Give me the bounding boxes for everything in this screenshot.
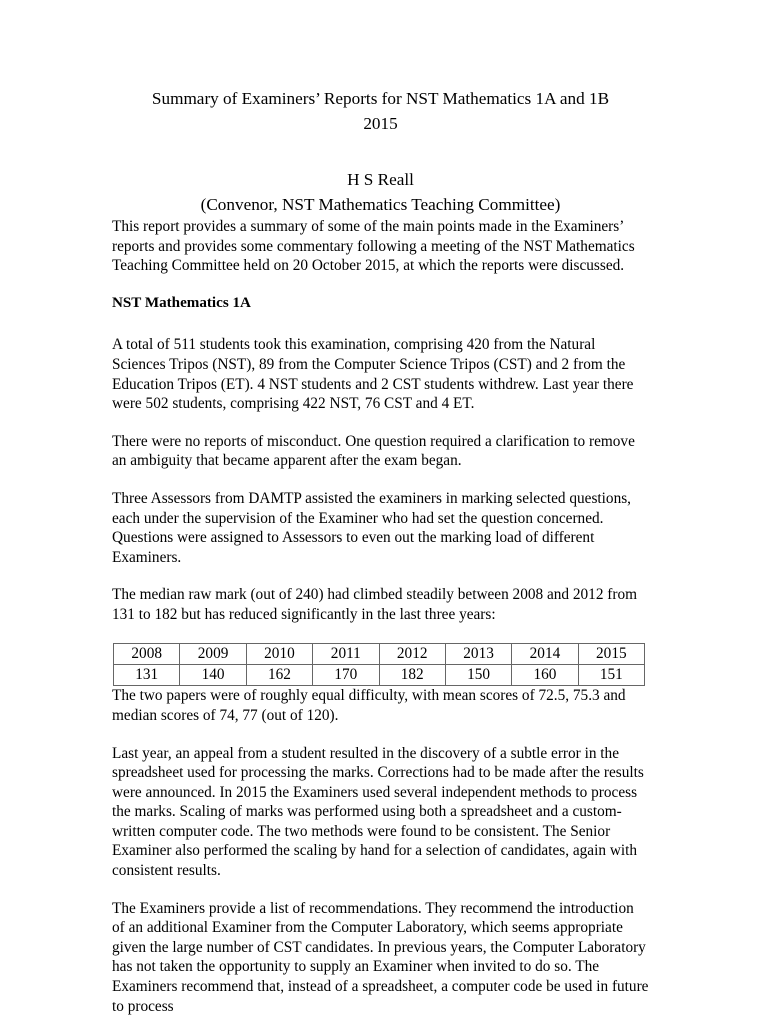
table-cell-year: 2012 bbox=[379, 643, 445, 664]
table-cell-median: 160 bbox=[512, 664, 578, 685]
paragraph-student-numbers: A total of 511 students took this examination, comprising 420 from the Natural Sciences Tripos (NST), 89 from the Computer Science Tripos (CST) and 2 from the Education Tripos (ET). 4 NST students and 2 CST students withdrew. Last year there were 502 students, comprising 422 NST, 76 CST and 4 ET. bbox=[112, 336, 634, 413]
table-cell-year: 2010 bbox=[246, 643, 312, 664]
table-cell-median: 151 bbox=[578, 664, 644, 685]
table-cell-year: 2009 bbox=[180, 643, 246, 664]
section-heading-nst-1a: NST Mathematics 1A bbox=[112, 294, 251, 311]
page-title-line-2: 2015 bbox=[363, 114, 398, 133]
table-row-values bbox=[114, 664, 645, 685]
table-cell-median: 131 bbox=[114, 664, 180, 685]
document-content bbox=[112, 86, 649, 1034]
paragraph-spreadsheet-error: Last year, an appeal from a student resulted in the discovery of a subtle error in the spreadsheet used for processing the marks. Corrections had to be made after the results were announced. In 2015 the Examiners used several independent methods to process the marks. Scaling of marks was performed using both a spreadsheet and a custom-written computer code. The two methods were found to be consistent. The Senior Examiner also performed the scaling by hand for a selection of candidates, again with consistent results. bbox=[112, 744, 644, 880]
table-cell-median: 182 bbox=[379, 664, 445, 685]
table-cell-year: 2008 bbox=[114, 643, 180, 664]
author-name: H S Reall bbox=[347, 170, 414, 189]
table-cell-year: 2015 bbox=[578, 643, 644, 664]
table-cell-year: 2014 bbox=[512, 643, 578, 664]
author-role: (Convenor, NST Mathematics Teaching Committee) bbox=[200, 195, 561, 214]
table-cell-year: 2011 bbox=[313, 643, 379, 664]
intro-paragraph: This report provides a summary of some of the main points made in the Examiners’ reports and provides some commentary following a meeting of the NST Mathematics Teaching Committee held on 20 October 2015, at which the reports were discussed. bbox=[112, 218, 635, 275]
paragraph-assessors: Three Assessors from DAMTP assisted the examiners in marking selected questions, each under the supervision of the Examiner who had set the question concerned. Questions were assigned to Assessors to even out the marking load of different Examiners. bbox=[112, 489, 632, 566]
paragraph-misconduct: There were no reports of misconduct. One question required a clarification to remove an ambiguity that became apparent after the exam began. bbox=[112, 432, 635, 470]
paragraph-recommendations: The Examiners provide a list of recommendations. They recommend the introduction of an additional Examiner from the Computer Laboratory, which seems appropriate given the large number of CST candidates. In previous years, the Computer Laboratory has not taken the opportunity to supply an Examiner when invited to do so. The Examiners recommend that, instead of a spreadsheet, a computer code be used in future to process bbox=[112, 899, 649, 1015]
table-cell-median: 162 bbox=[246, 664, 312, 685]
table-cell-median: 140 bbox=[180, 664, 246, 685]
paragraph-median-intro: The median raw mark (out of 240) had climbed steadily between 2008 and 2012 from 131 to 182 but has reduced significantly in the last three years: bbox=[112, 586, 638, 623]
median-marks-table bbox=[113, 643, 645, 687]
table-cell-median: 170 bbox=[313, 664, 379, 685]
title-block bbox=[112, 86, 649, 136]
table-row-years bbox=[114, 643, 645, 664]
table-cell-median: 150 bbox=[445, 664, 511, 685]
paragraph-paper-difficulty: The two papers were of roughly equal difficulty, with mean scores of 72.5, 75.3 and median scores of 74, 77 (out of 120). bbox=[112, 687, 626, 724]
table-cell-year: 2013 bbox=[445, 643, 511, 664]
author-block bbox=[112, 167, 649, 217]
page-title-line-1: Summary of Examiners’ Reports for NST Mathematics 1A and 1B bbox=[151, 89, 610, 108]
